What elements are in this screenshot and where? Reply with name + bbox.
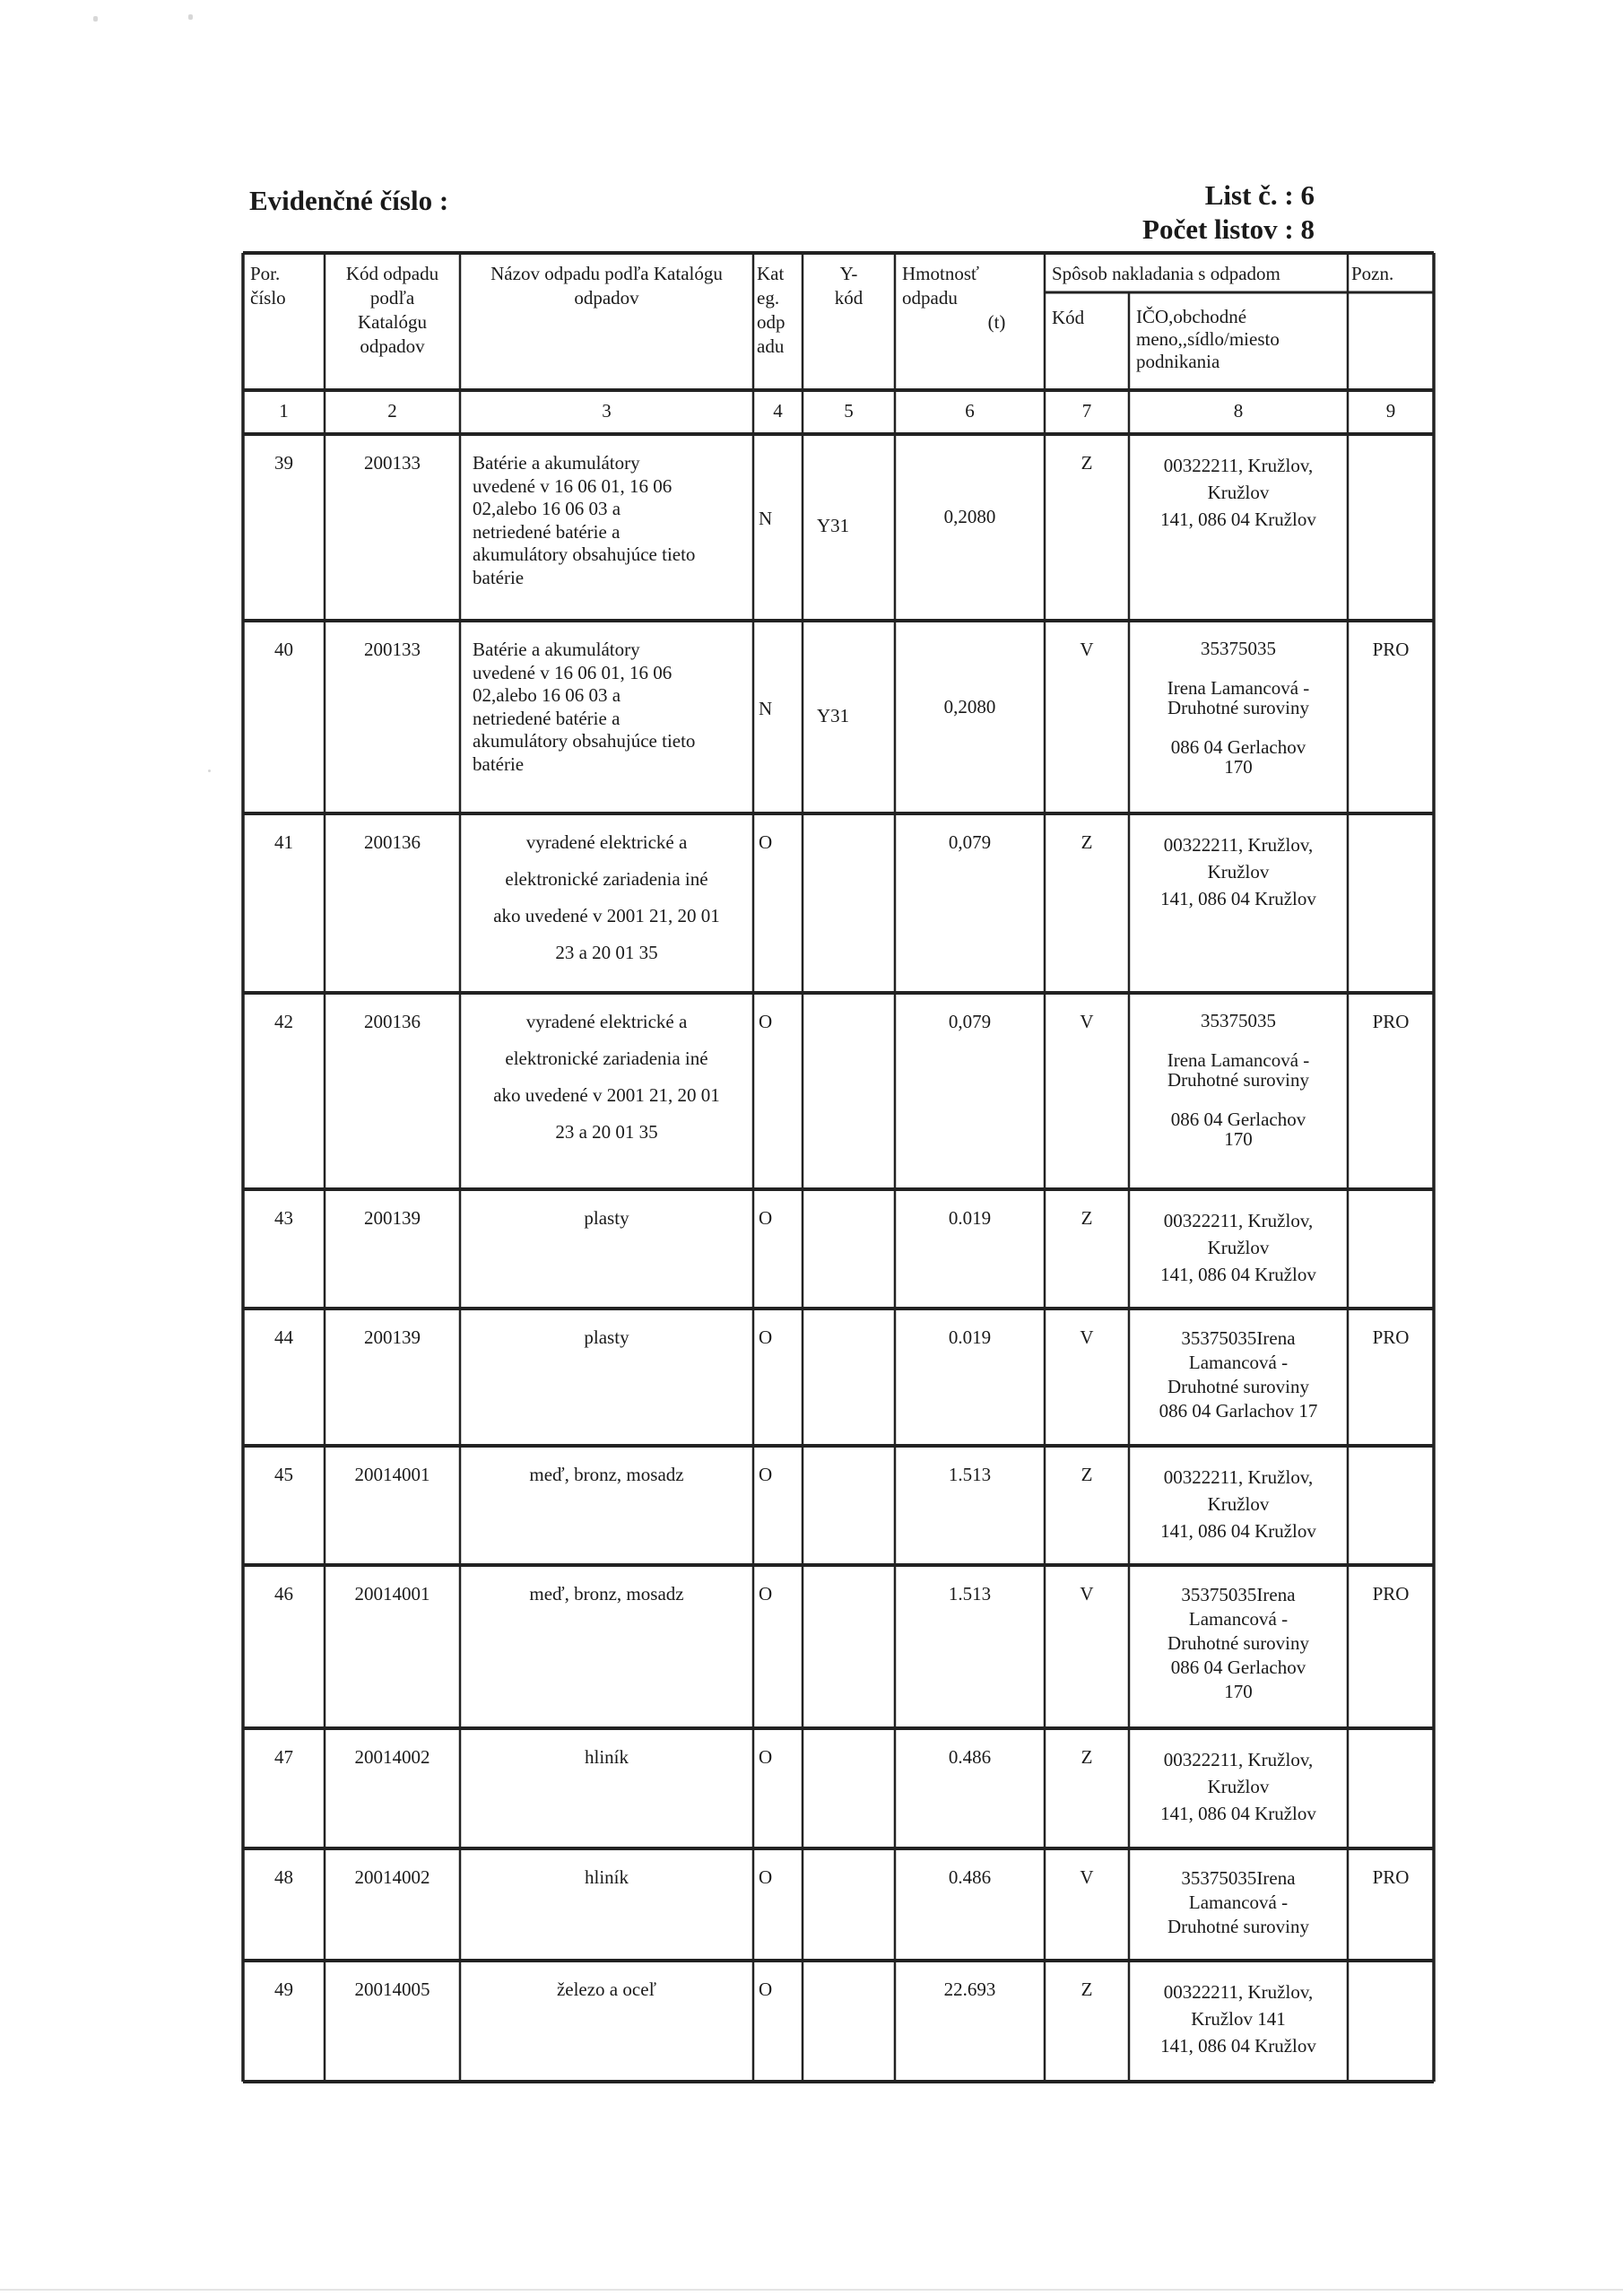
cell-sposob-kod: Z: [1081, 452, 1093, 474]
cell-por-cislo: 46: [274, 1583, 293, 1605]
cell-poznamka: PRO: [1372, 1866, 1410, 1888]
cell-kategoria: O: [759, 1746, 773, 1768]
cell-ico-obchodne-meno: 35375035 Irena Lamancová - Druhotné suroviny 086 04 Gerlachov 170: [1167, 638, 1310, 778]
list-number-label: List č. : 6: [1204, 179, 1315, 211]
header-ico-obchodne-meno: IČO,obchodné meno,,sídlo/miesto podnikania: [1136, 306, 1280, 372]
cell-nazov-odpadu: vyradené elektrické a elektronické zariadenia iné ako uvedené v 2001 21, 20 01 23 a 20 01 35: [493, 1011, 720, 1143]
cell-nazov-odpadu: vyradené elektrické a elektronické zariadenia iné ako uvedené v 2001 21, 20 01 23 a 20 01 35: [493, 831, 720, 963]
cell-por-cislo: 47: [274, 1746, 293, 1768]
cell-hmotnost: 0.019: [948, 1326, 992, 1348]
cell-sposob-kod: V: [1080, 1583, 1094, 1605]
header-kategoria: Kat eg. odp adu: [757, 263, 785, 357]
cell-y-kod: Y31: [817, 705, 850, 726]
cell-por-cislo: 41: [274, 831, 293, 853]
header-hmotnost: Hmotnosť odpadu: [902, 263, 979, 309]
cell-kod-odpadu: 200139: [364, 1207, 421, 1229]
cell-sposob-kod: V: [1080, 1866, 1094, 1888]
column-number: 7: [1081, 400, 1092, 422]
cell-nazov-odpadu: železo a oceľ: [556, 1979, 657, 2000]
cell-kod-odpadu: 200136: [364, 831, 421, 853]
cell-kategoria: O: [759, 1866, 773, 1888]
cell-sposob-kod: V: [1080, 639, 1094, 660]
cell-ico-obchodne-meno: 35375035Irena Lamancová - Druhotné suroviny: [1167, 1867, 1310, 1937]
column-number: 2: [387, 400, 397, 422]
cell-kod-odpadu: 200139: [364, 1326, 421, 1348]
cell-kategoria: O: [759, 1326, 773, 1348]
scan-speck: [93, 16, 98, 22]
scan-speck: [188, 14, 193, 20]
header-y-kod: Y- kód: [834, 263, 864, 309]
cell-nazov-odpadu: plasty: [584, 1326, 629, 1348]
cell-kategoria: O: [759, 1207, 773, 1229]
cell-sposob-kod: Z: [1081, 1464, 1093, 1485]
cell-kod-odpadu: 20014001: [354, 1583, 430, 1605]
header-nazov-odpadu: Názov odpadu podľa Katalógu odpadov: [490, 263, 723, 309]
evidencne-cislo-label: Evidenčné číslo :: [249, 185, 449, 216]
header-sposob-nakladania: Spôsob nakladania s odpadom: [1052, 263, 1280, 284]
column-number: 4: [773, 400, 783, 422]
cell-hmotnost: 0,079: [948, 831, 992, 853]
cell-hmotnost: 0.486: [948, 1866, 992, 1888]
cell-sposob-kod: Z: [1081, 1746, 1093, 1768]
cell-kod-odpadu: 200133: [364, 452, 421, 474]
cell-kategoria: O: [759, 1464, 773, 1485]
cell-nazov-odpadu: hliník: [584, 1866, 629, 1888]
cell-kod-odpadu: 20014002: [354, 1746, 430, 1768]
cell-poznamka: PRO: [1372, 1011, 1410, 1032]
cell-por-cislo: 43: [274, 1207, 293, 1229]
cell-nazov-odpadu: Batérie a akumulátory uvedené v 16 06 01, 16 06 02,alebo 16 06 03 a netriedené batérie a akumulátory obsahujúce tieto batérie: [473, 639, 696, 775]
cell-ico-obchodne-meno: 35375035Irena Lamancová - Druhotné suroviny 086 04 Garlachov 17: [1159, 1327, 1318, 1422]
cell-ico-obchodne-meno: 00322211, Kružlov, Kružlov 141, 086 04 Kružlov: [1160, 834, 1316, 909]
column-number: 5: [844, 400, 854, 422]
cell-ico-obchodne-meno: 35375035 Irena Lamancová - Druhotné suroviny 086 04 Gerlachov 170: [1167, 1010, 1310, 1150]
cell-kategoria: N: [759, 508, 773, 529]
cell-hmotnost: 0,2080: [943, 696, 996, 718]
cell-hmotnost: 0,079: [948, 1011, 992, 1032]
scan-edge-line: [0, 2289, 1623, 2291]
header-kod-odpadu: Kód odpadu podľa Katalógu odpadov: [345, 263, 439, 357]
cell-poznamka: PRO: [1372, 639, 1410, 660]
sheet-count-label: Počet listov : 8: [1142, 213, 1315, 245]
column-number: 3: [602, 400, 612, 422]
cell-hmotnost: 1.513: [948, 1583, 992, 1605]
column-number: 9: [1385, 400, 1396, 422]
cell-sposob-kod: V: [1080, 1326, 1094, 1348]
cell-hmotnost: 0,2080: [943, 506, 996, 527]
cell-hmotnost: 0.019: [948, 1207, 992, 1229]
cell-y-kod: Y31: [817, 515, 850, 536]
cell-nazov-odpadu: meď, bronz, mosadz: [529, 1583, 684, 1605]
cell-nazov-odpadu: Batérie a akumulátory uvedené v 16 06 01, 16 06 02,alebo 16 06 03 a netriedené batérie a akumulátory obsahujúce tieto batérie: [473, 452, 696, 588]
header-poznamka: Pozn.: [1351, 263, 1394, 284]
cell-kod-odpadu: 20014005: [354, 1979, 430, 2000]
cell-sposob-kod: V: [1080, 1011, 1094, 1032]
cell-ico-obchodne-meno: 00322211, Kružlov, Kružlov 141, 086 04 Kružlov: [1160, 1210, 1316, 1285]
cell-ico-obchodne-meno: 00322211, Kružlov, Kružlov 141, 086 04 Kružlov: [1160, 1466, 1316, 1542]
cell-hmotnost: 0.486: [948, 1746, 992, 1768]
cell-hmotnost: 22.693: [943, 1979, 996, 2000]
cell-ico-obchodne-meno: 00322211, Kružlov, Kružlov 141, 086 04 Kružlov: [1160, 1749, 1316, 1824]
column-number: 1: [279, 400, 289, 422]
column-number: 6: [965, 400, 975, 422]
cell-ico-obchodne-meno: 00322211, Kružlov, Kružlov 141 141, 086 04 Kružlov: [1160, 1981, 1316, 2057]
cell-kategoria: O: [759, 1979, 773, 2000]
cell-por-cislo: 39: [274, 452, 293, 474]
cell-por-cislo: 45: [274, 1464, 293, 1485]
header-hmotnost-unit: (t): [987, 311, 1006, 333]
cell-nazov-odpadu: plasty: [584, 1207, 629, 1229]
cell-kategoria: O: [759, 1011, 773, 1032]
cell-por-cislo: 44: [274, 1326, 293, 1348]
cell-kategoria: O: [759, 1583, 773, 1605]
cell-kod-odpadu: 200133: [364, 639, 421, 660]
header-por-cislo: Por. číslo: [250, 263, 286, 309]
cell-poznamka: PRO: [1372, 1326, 1410, 1348]
cell-hmotnost: 1.513: [948, 1464, 992, 1485]
cell-por-cislo: 42: [274, 1011, 293, 1032]
cell-sposob-kod: Z: [1081, 1207, 1093, 1229]
cell-por-cislo: 40: [274, 639, 293, 660]
column-number: 8: [1233, 400, 1244, 422]
cell-sposob-kod: Z: [1081, 1979, 1093, 2000]
cell-ico-obchodne-meno: 35375035Irena Lamancová - Druhotné suroviny 086 04 Gerlachov 170: [1167, 1584, 1310, 1702]
cell-kod-odpadu: 200136: [364, 1011, 421, 1032]
cell-ico-obchodne-meno: 00322211, Kružlov, Kružlov 141, 086 04 Kružlov: [1160, 455, 1316, 530]
cell-por-cislo: 49: [274, 1979, 293, 2000]
cell-por-cislo: 48: [274, 1866, 293, 1888]
cell-sposob-kod: Z: [1081, 831, 1093, 853]
cell-kategoria: O: [759, 831, 773, 853]
header-sposob-kod: Kód: [1052, 307, 1085, 328]
cell-kod-odpadu: 20014002: [354, 1866, 430, 1888]
cell-nazov-odpadu: meď, bronz, mosadz: [529, 1464, 684, 1485]
cell-poznamka: PRO: [1372, 1583, 1410, 1605]
cell-kod-odpadu: 20014001: [354, 1464, 430, 1485]
cell-nazov-odpadu: hliník: [584, 1746, 629, 1768]
scan-speck: [208, 770, 211, 772]
cell-kategoria: N: [759, 698, 773, 719]
